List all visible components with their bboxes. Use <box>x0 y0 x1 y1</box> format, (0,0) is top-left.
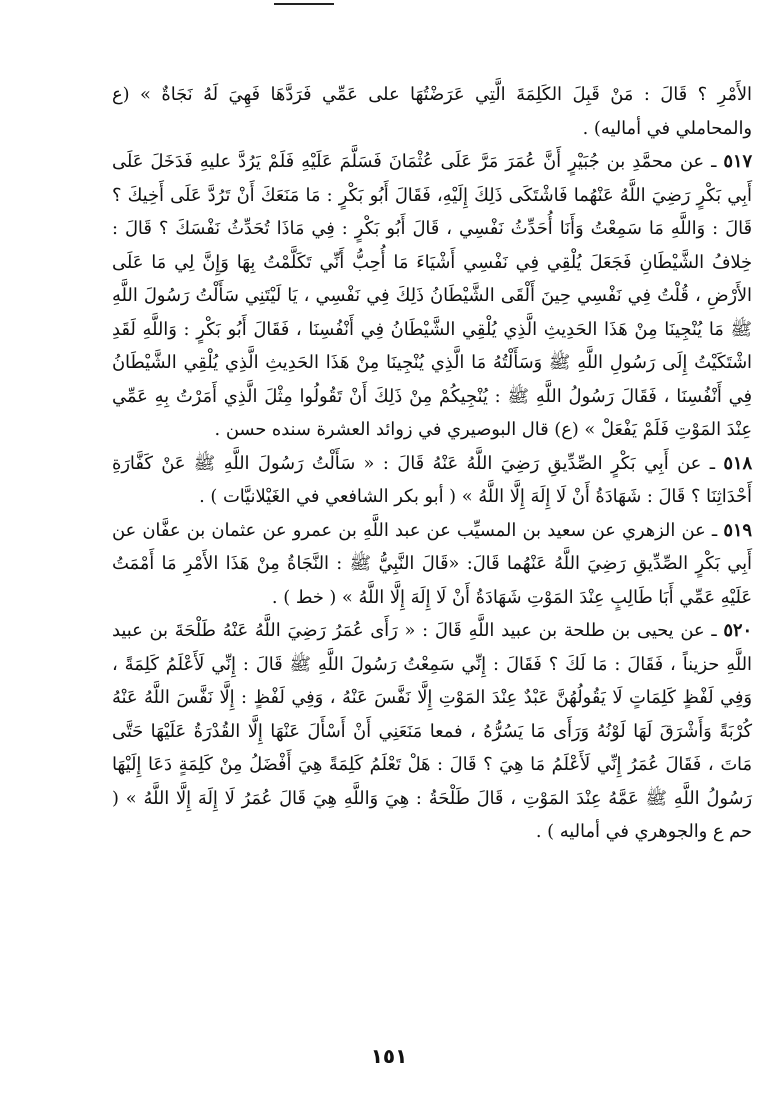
page-number: ١٥١ <box>370 1044 408 1068</box>
entry-number: ٥١٧ <box>723 151 753 172</box>
paragraph-text: ـ عن الزهري عن سعيد بن المسيِّب عن عبد اللَّهِ بن عمرو عن عثمان بن عفَّان عن أَبِي بَكْرٍ الصِّدِّيقِ رَضِيَ اللَّهُ عَنْهُما قَالَ: «قَالَ النَّبِيُّ ﷺ : النَّجَاةُ مِنْ هَذَا الأَمْرِ مَا أَمْمَتُ عَلَيْهِ عَمِّي أَبَا طَالِبٍ عِنْدَ المَوْتِ شَهَادَةُ أَنْ لَا إِلَهَ إِلَّا اللَّهُ » ( خط ) . <box>112 519 752 608</box>
page-body <box>112 78 752 849</box>
hadith-entry-518 <box>112 447 752 514</box>
entry-number: ٥١٨ <box>723 452 752 474</box>
hadith-entry-520 <box>112 614 752 849</box>
entry-number: ٥٢٠ <box>723 620 752 641</box>
entry-number: ٥١٩ <box>723 519 752 541</box>
paragraph-text: ـ عن محمَّدِ بن جُبَيْرٍ أَنَّ عُمَرَ مَرَّ عَلَى عُثْمَانَ فَسَلَّمَ عَلَيْهِ فَلَمْ يَرُدَّ عليهِ فَدَخَلَ عَلَى أَبِي بَكْرٍ رَضِيَ اللَّهُ عَنْهُما فَاشْتَكَى ذَلِكَ إِلَيْهِ، فَقَالَ أَبُو بَكْرٍ : مَا مَنَعَكَ أَنْ تَرُدَّ عَلَى أَخِيكَ ؟ قَالَ : وَاللَّهِ مَا سَمِعْتُ وَأَنَا أُحَدِّثُ نَفْسِي ، قَالَ أَبُو بَكْرٍ : فِي مَاذَا تُحَدِّثُ نَفْسَكَ ؟ قَالَ : خِلافُ الشَّيْطَانِ فَجَعَلَ يُلْقِي فِي نَفْسِي أَشْيَاءَ مَا أُحِبُّ أَنِّي تَكَلَّمْتُ بِهَا وَإِنَّ لِي مَا عَلَى الأَرْضِ ، قُلْتُ فِي نَفْسِي حِينَ أَلْقَى الشَّيْطَانُ ذَلِكَ فِي نَفْسِي ، يَا لَيْتَنِي سَأَلْتُ رَسُولَ اللَّهِ ﷺ مَا يُنْجِينَا مِنْ هَذَا الحَدِيثِ الَّذِي يُلْقِي الشَّيْطَانُ فِي أَنْفُسِنَا ، فَقَالَ أَبُو بَكْرٍ : وَاللَّهِ لَقَدِ اشْتَكَيْتُ إِلَى رَسُولِ اللَّهِ ﷺ وَسَأَلْتُهُ مَا الَّذِي يُنْجِينَا مِنْ هَذَا الحَدِيثِ الَّذِي يُلْقِي الشَّيْطَانُ فِي أَنْفُسِنَا ، فَقَالَ رَسُولُ اللَّهِ ﷺ : يُنْجِيكُمْ مِنْ ذَلِكَ أَنْ تَقُولُوا مِثْلَ الَّذِي أَمَرْتُ بِهِ عَمِّي عِنْدَ المَوْتِ فَلَمْ يَفْعَلْ » (ع) قال البوصيري في زوائد العشرة سنده حسن . <box>112 151 752 440</box>
top-rule <box>274 3 334 5</box>
paragraph-text: ـ عن أَبِي بَكْرٍ الصِّدِّيقِ رَضِيَ اللَّهُ عَنْهُ قَالَ : « سَأَلْتُ رَسُولَ اللَّهِ ﷺ عَنْ كَفَّارَةِ أَحْدَاثِنَا ؟ قَالَ : شَهَادَةُ أَنْ لَا إِلَهَ إِلَّا اللَّهُ » ( أبو بكر الشافعي في الغَيْلانيَّات ) . <box>112 452 752 507</box>
paragraph-text: الأَمْرِ ؟ قَالَ : مَنْ قَبِلَ الكَلِمَةَ الَّتِي عَرَضْتُهَا على عَمِّي فَرَدَّهَا فَهِيَ لَهُ نَجَاةٌ » (ع والمحاملي في أماليه) . <box>112 84 752 139</box>
hadith-entry-519 <box>112 514 752 615</box>
paragraph-continuation <box>112 78 752 145</box>
paragraph-text: ـ عن يحيى بن طلحة بن عبيد اللَّهِ قَالَ : « رَأَى عُمَرُ رَضِيَ اللَّهُ عَنْهُ طَلْحَةَ بن عبيد اللَّهِ حزيناً ، فَقَالَ : مَا لَكَ ؟ فَقَالَ : إِنِّي سَمِعْتُ رَسُولَ اللَّهِ ﷺ قَالَ : إِنِّي لَأَعْلَمُ كَلِمَةً ، وَفِي لَفْظٍ كَلِمَاتٍ لَا يَقُولُهُنَّ عَبْدٌ عِنْدَ المَوْتِ إِلَّا نَفَّسَ عَنْهُ ، وَفِي لَفْظٍ : إِلَّا نَفَّسَ اللَّهُ عَنْهُ كُرْبَةً وَأَشْرَقَ لَهَا لَوْنُهُ وَرَأَى مَا يَسُرُّهُ ، فمعا مَنَعَنِي أَنْ أَسْأَلَ عَنْهَا إِلَّا القُدْرَةُ عَلَيْهَا حَتَّى مَاتَ ، فَقَالَ عُمَرُ إِنِّي لَأَعْلَمُ مَا هِيَ ؟ قَالَ : هَلْ تَعْلَمُ كَلِمَةً هِيَ أَفْضَلُ مِنْ كَلِمَةٍ دَعَا إِلَيْهَا رَسُولُ اللَّهِ ﷺ عَمَّهُ عِنْدَ المَوْتِ ، قَالَ طَلْحَةُ : هِيَ وَاللَّهِ هِيَ قَالَ عُمَرُ لَا إِلَهَ إِلَّا اللَّهُ » ( حم ع والجوهري في أماليه ) . <box>112 620 752 842</box>
hadith-entry-517 <box>112 145 752 447</box>
